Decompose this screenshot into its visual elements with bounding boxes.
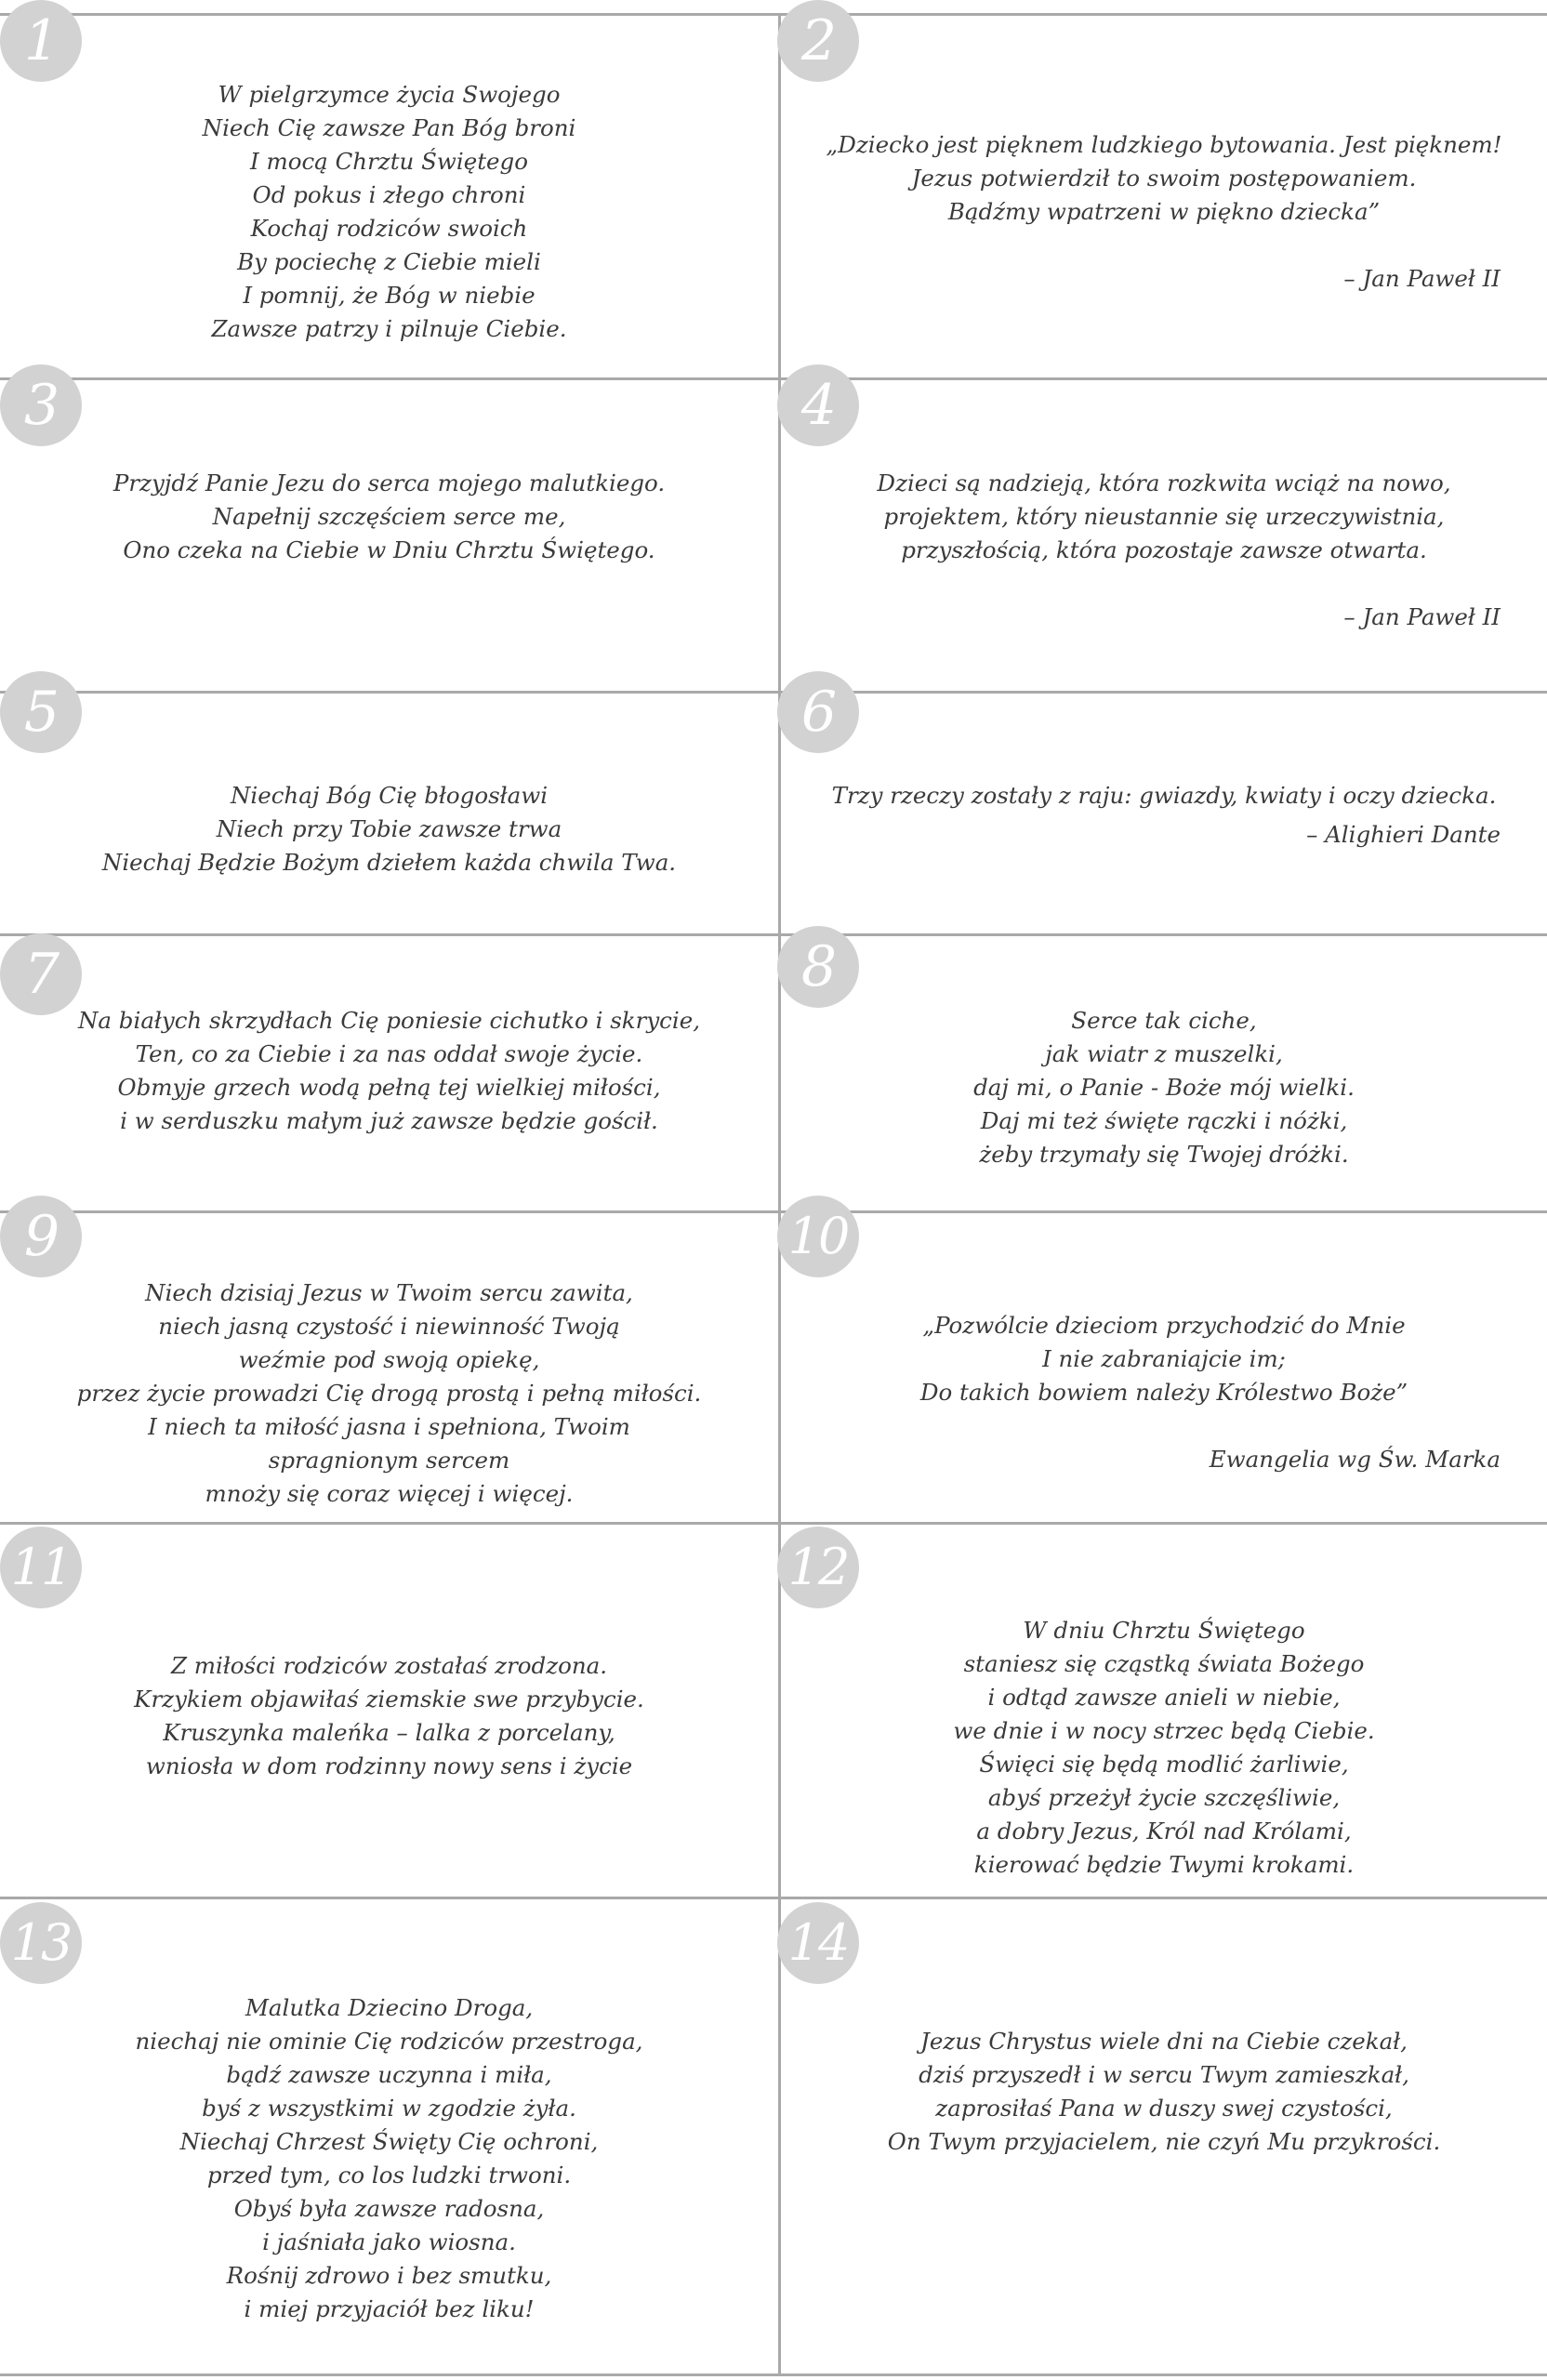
verse-line: daj mi, o Panie - Boże mój wielki. [973,1074,1355,1101]
verse-line: byś z wszystkimi w zgodzie żyła. [202,2095,576,2122]
verse-line: Napełnij szczęściem serce me, [212,503,566,530]
verse-line: Z miłości rodziców zostałaś zrodzona. [170,1652,608,1679]
verse-line: Od pokus i złego chroni [252,181,526,208]
verse-line: weźmie pod swoją opiekę, [238,1346,540,1373]
verse-line: i odtąd zawsze anieli w niebie, [987,1684,1341,1711]
verse-line: mnoży się coraz więcej i więcej. [205,1480,574,1507]
verse-line: wniosła w dom rodzinny nowy sens i życie [145,1752,633,1779]
verse-line: Kochaj rodziców swoich [250,215,528,242]
verse-number-badge: 9 [0,1196,82,1277]
verse-line: Na białych skrzydłach Cię poniesie cichutko i skrycie, [77,1007,701,1034]
verse-line: „Pozwólcie dzieciom przychodzić do Mnie [922,1312,1406,1339]
verse-number-badge: 14 [777,1902,859,1984]
verse-cell-8 [781,1004,1547,1171]
verse-cell-4 [781,467,1547,634]
verse-line: Jezus Chrystus wiele dni na Ciebie czekał, [920,2028,1408,2055]
verse-line: żeby trzymały się Twojej dróżki. [979,1141,1349,1168]
verse-cell-6 [781,779,1547,852]
verse-line: By pociechę z Ciebie mieli [237,248,541,275]
verse-line: we dnie i w nocy strzec będą Ciebie. [953,1717,1375,1744]
verse-line: spragnionym sercem [268,1447,510,1474]
verse-number-badge: 7 [0,933,82,1015]
verse-number-badge: 1 [0,0,82,82]
verse-line: Niech przy Tobie zawsze trwa [216,815,562,842]
verse-line: Jezus potwierdził to swoim postępowaniem. [911,165,1417,192]
verse-author: – Alighieri Dante [1306,821,1501,848]
row-divider [0,1210,1547,1213]
verse-cell-5 [0,779,778,879]
verse-line: i w serduszku małym już zawsze będzie gościł. [120,1107,658,1134]
row-divider [0,933,1547,936]
verse-cell-2 [781,128,1547,296]
verse-line: dziś przyszedł i w sercu Twym zamieszkał, [919,2061,1409,2088]
verse-line: bądź zawsze uczynna i miła, [226,2061,552,2088]
verse-cell-10 [781,1309,1547,1476]
row-divider [0,13,1547,16]
verse-number-badge: 2 [777,0,859,82]
verse-line: jak wiatr z muszelki, [1045,1040,1283,1067]
verse-line: i miej przyjaciół bez liku! [244,2295,535,2322]
verse-cell-3 [0,467,778,567]
verse-line: Do takich bowiem należy Królestwo Boże” [919,1379,1408,1406]
verse-number-badge: 4 [777,364,859,446]
verse-author: – Jan Paweł II [1343,603,1501,630]
row-divider [0,1897,1547,1899]
verse-line: On Twym przyjacielem, nie czyń Mu przykrości. [887,2128,1441,2155]
verse-line: Malutka Dziecino Droga, [245,1994,534,2021]
verse-author: – Jan Paweł II [1343,265,1501,292]
verse-line: Obyś była zawsze radosna, [233,2195,545,2222]
verse-line: Niech Cię zawsze Pan Bóg broni [202,114,576,141]
verse-line: i jaśniała jako wiosna. [262,2228,516,2255]
verse-line: Bądźmy wpatrzeni w piękno dziecka” [947,198,1381,225]
verse-cell-14 [781,2025,1547,2159]
verse-line: I pomnij, że Bóg w niebie [243,282,536,309]
verse-line: niechaj nie ominie Cię rodziców przestroga, [135,2028,643,2055]
verse-line: Dzieci są nadzieją, która rozkwita wciąż na nowo, [877,469,1451,496]
row-divider [0,2373,1547,2376]
verse-number-badge: 5 [0,671,82,753]
verse-number-badge: 11 [0,1527,82,1608]
verse-line: niech jasną czystość i niewinność Twoją [158,1313,620,1340]
verse-line: Ono czeka na Ciebie w Dniu Chrztu Świętego. [123,536,655,563]
verse-line: przed tym, co los ludzki trwoni. [206,2162,572,2188]
verse-line: Przyjdź Panie Jezu do serca mojego malutkiego. [112,469,666,496]
verse-line: przez życie prowadzi Cię drogą prostą i pełną miłości. [76,1380,702,1407]
verse-line: W dniu Chrztu Świętego [1023,1617,1305,1644]
row-divider [0,691,1547,694]
verse-cell-13 [0,1991,778,2326]
verse-number-badge: 3 [0,364,82,446]
verse-line: Zawsze patrzy i pilnuje Ciebie. [211,315,567,342]
verse-line: Obmyje grzech wodą pełną tej wielkiej miłości, [117,1074,661,1101]
verse-cell-12 [781,1614,1547,1882]
row-divider [0,377,1547,380]
verse-line: Daj mi też święte rączki i nóżki, [980,1107,1348,1134]
verse-line: abyś przeżył życie szczęśliwie, [987,1784,1341,1811]
verse-cell-7 [0,1004,778,1138]
verse-line: staniesz się cząstką świata Bożego [963,1650,1365,1677]
verse-line: W pielgrzymce życia Swojego [218,81,561,108]
verse-line: Kruszynka maleńka – lalka z porcelany, [163,1719,615,1746]
verse-line: Serce tak ciche, [1071,1007,1257,1034]
verse-cell-9 [0,1276,778,1511]
verse-number-badge: 12 [777,1527,859,1608]
verse-cell-1 [0,78,778,346]
verse-line: Niechaj Bóg Cię błogosławi [230,782,549,809]
row-divider [0,1522,1547,1525]
verse-line: a dobry Jezus, Król nad Królami, [976,1818,1352,1844]
verse-number-badge: 13 [0,1902,82,1984]
verse-line: kierować będzie Twymi krokami. [973,1851,1355,1878]
verse-line: I nie zabraniajcie im; [1042,1345,1286,1372]
verse-line: projektem, który nieustannie się urzeczywistnia, [883,503,1445,530]
verse-number-badge: 10 [777,1196,859,1277]
verse-line: Niechaj Chrzest Święty Cię ochroni, [179,2128,599,2155]
verse-line: „Dziecko jest pięknem ludzkiego bytowania. Jest pięknem! [826,131,1502,158]
verse-line: Niech dzisiaj Jezus w Twoim sercu zawita, [145,1279,633,1306]
verse-line: Święci się będą modlić żarliwie, [979,1751,1349,1778]
verse-line: zaprosiłaś Pana w duszy swej czystości, [935,2095,1393,2122]
verse-line: I niech ta miłość jasna i spełniona, Twoim [148,1413,630,1440]
verse-line: Trzy rzeczy zostały z raju: gwiazdy, kwiaty i oczy dziecka. [831,782,1497,809]
verse-number-badge: 6 [777,671,859,753]
verse-line: przyszłością, która pozostaje zawsze otwarta. [901,536,1427,563]
verse-number-badge: 8 [777,926,859,1008]
verse-line: Krzykiem objawiłaś ziemskie swe przybycie. [134,1686,644,1712]
verse-line: I mocą Chrztu Świętego [250,148,528,175]
verse-author: Ewangelia wg Św. Marka [1209,1446,1501,1473]
verse-cell-11 [0,1649,778,1783]
verse-line: Rośnij zdrowo i bez smutku, [226,2262,552,2289]
verse-line: Niechaj Będzie Bożym dziełem każda chwila Twa. [101,849,677,876]
verse-line: Ten, co za Ciebie i za nas oddał swoje życie. [135,1040,643,1067]
